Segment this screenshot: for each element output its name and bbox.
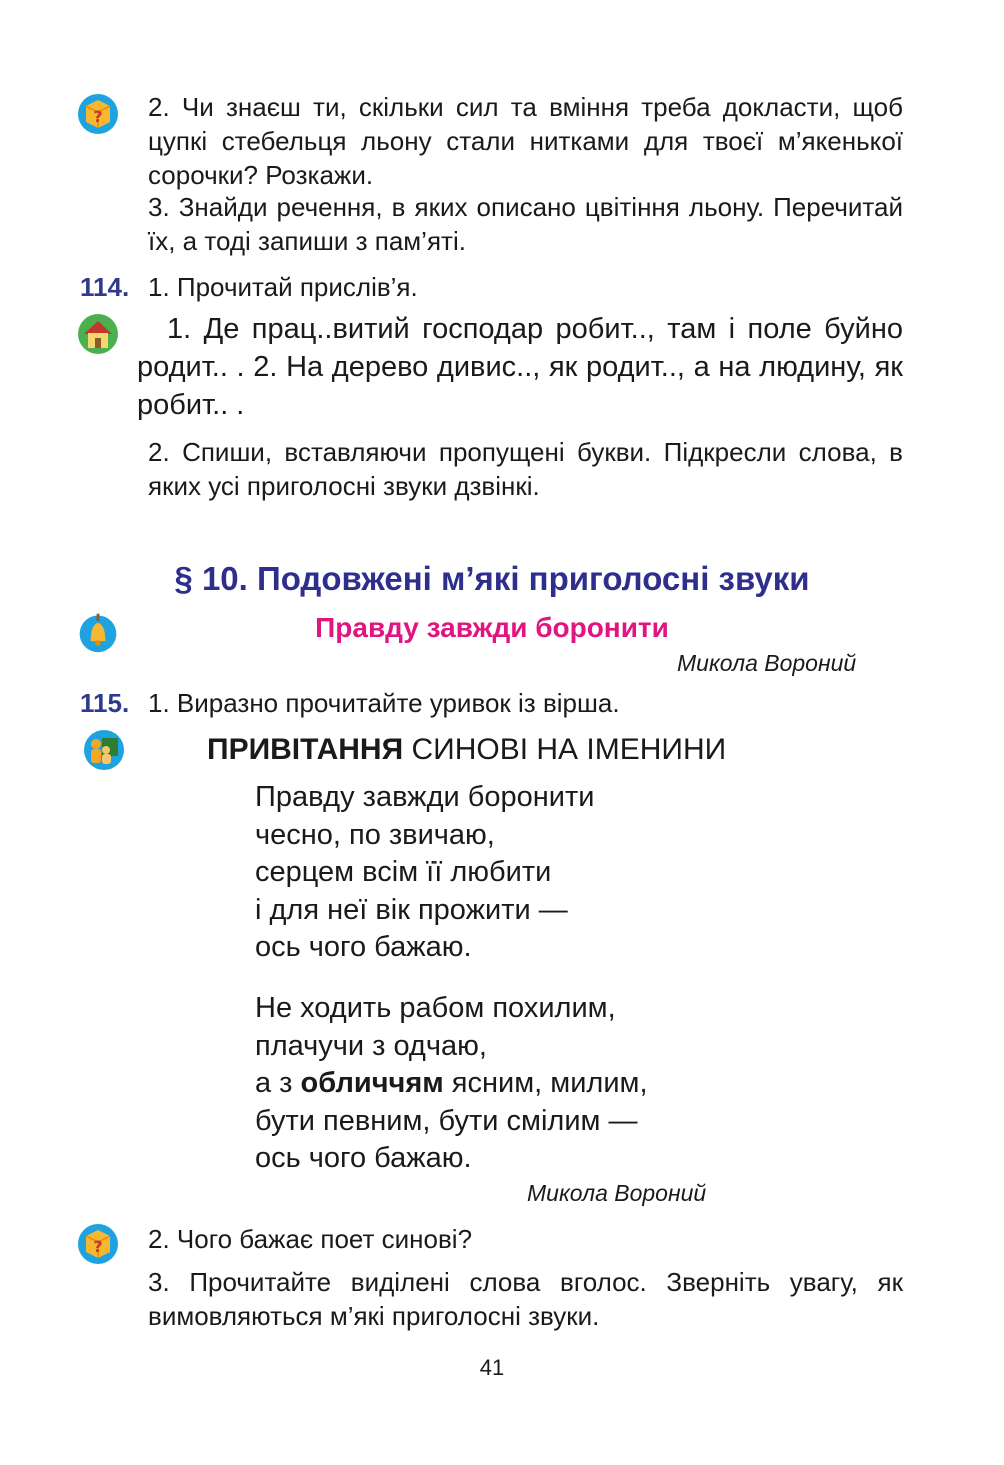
- ex115-item2: 2. Чого бажає поет синові?: [148, 1224, 473, 1254]
- ex113-item3: 3. Знайди речення, в яких описано цвітіння льону. Перечитай їх, а тоді запиши з пам’яті.: [148, 192, 903, 256]
- poem-text: а з: [255, 1067, 301, 1099]
- poem-line: ось чого бажаю.: [255, 931, 472, 963]
- svg-text:?: ?: [93, 1237, 103, 1256]
- ex114-item2: 2. Спиши, вставляючи пропущені букви. Підкресли слова, в яких усі приголосні звуки дзвінкі.: [148, 437, 903, 501]
- poem-line: Не ходить рабом похилим,: [255, 992, 616, 1024]
- section-motto: Правду завжди боронити: [315, 612, 669, 643]
- poem-line: чесно, по звичаю,: [255, 818, 495, 851]
- poem-line: бути певним, бути смілим —: [255, 1104, 638, 1137]
- highlighted-word: обличчям: [300, 1067, 444, 1099]
- reading-children-icon: [82, 728, 126, 772]
- poem-text: ясним, милим,: [443, 1067, 648, 1099]
- exercise-number-114: 114.: [80, 272, 130, 302]
- poem-line: і для неї вік прожити —: [255, 893, 568, 926]
- poem-author: Микола Вороний: [527, 1180, 707, 1206]
- exercise-number-115: 115.: [80, 688, 130, 718]
- poem-line: Правду завжди боронити: [255, 781, 595, 813]
- ex114-item1: 1. Прочитай прислів’я.: [148, 272, 418, 302]
- svg-text:?: ?: [93, 107, 103, 126]
- question-cube-icon: [76, 92, 120, 136]
- poem-line: серцем всім її любити: [255, 856, 552, 888]
- poem-stanza-2: [255, 990, 648, 1178]
- house-icon: [76, 312, 120, 356]
- poem-title: [207, 733, 726, 767]
- ex113-item2: 2. Чи знаєш ти, скільки сил та вміння треба докласти, щоб цупкі стебельця льону стали нитками для твоєї м’якенької сорочки? Розкажи.: [148, 92, 903, 190]
- poem-stanza-1: [255, 779, 594, 967]
- motto-author: Микола Вороний: [677, 650, 857, 676]
- poem-line: плачучи з одчаю,: [255, 1029, 487, 1062]
- ex115-item3: 3. Прочитайте виділені слова вголос. Зверніть увагу, як вимовляються м’які приголосні звуки.: [148, 1267, 903, 1331]
- section-heading: § 10. Подовжені м’які приголосні звуки: [174, 560, 810, 597]
- poem-title-rest: СИНОВІ НА ІМЕНИНИ: [403, 733, 727, 766]
- poem-title-bold: ПРИВІТАННЯ: [207, 733, 404, 766]
- ex114-proverbs: 1. Де прац..витий господар робит.., там і поле буйно родит.. . 2. На дерево дивис.., як родит.., а на людину, як робит.. .: [137, 313, 903, 421]
- poem-line: ось чого бажаю.: [255, 1142, 472, 1174]
- poem-line: [255, 1065, 648, 1103]
- ex115-item1: 1. Виразно прочитайте уривок із вірша.: [148, 688, 620, 718]
- page-number: 41: [479, 1355, 505, 1380]
- question-cube-icon: [76, 1222, 120, 1266]
